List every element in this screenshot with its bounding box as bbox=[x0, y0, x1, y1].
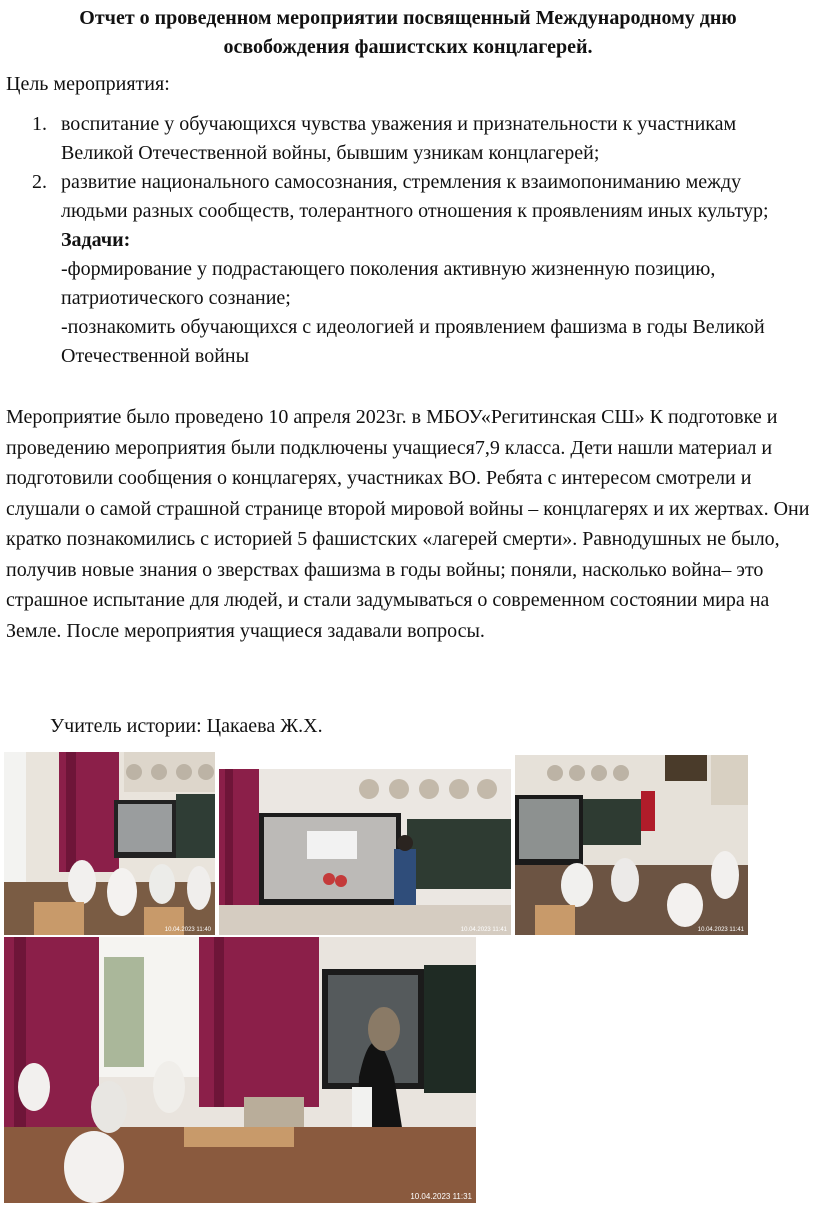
event-photo-1 bbox=[4, 752, 215, 935]
photo-timestamp: 10.04.2023 11:41 bbox=[697, 927, 744, 933]
teacher-signature: Учитель истории: Цакаева Ж.Х. bbox=[50, 715, 323, 737]
event-photo-4 bbox=[4, 937, 476, 1203]
aims-list bbox=[0, 110, 800, 371]
presentation-photo-image bbox=[219, 769, 511, 935]
title-line-2: освобождения фашистских концлагерей. bbox=[223, 36, 593, 58]
document-title bbox=[0, 4, 816, 62]
aim-label: Цель мероприятия: bbox=[6, 73, 170, 95]
task-item: -познакомить обучающихся с идеологией и проявлением фашизма в годы Великой Отечественной войны bbox=[61, 316, 765, 367]
photo-timestamp: 10.04.2023 11:40 bbox=[164, 927, 211, 933]
task-item: -формирование у подрастающего поколения активную жизненную позицию, патриотического сознание; bbox=[61, 258, 716, 309]
aim-item bbox=[0, 110, 800, 168]
tasks-label: Задачи: bbox=[61, 229, 131, 251]
classroom-photo-image bbox=[4, 752, 215, 935]
event-photo-3 bbox=[515, 755, 748, 935]
report-paragraph: Мероприятие было проведено 10 апреля 2023г. в МБОУ«Регитинская СШ» К подготовке и проведению мероприятия были подключены учащиеся7,9 класса. Дети нашли материал и подготовили сообщения о концлагерях, участниках ВО. Ребята с интересом смотрели и слушали о самой страшной странице второй мировой войны – концлагерях и их жертвах. Они кратко познакомились с историей 5 фашистских «лагерей смерти». Равнодушных не было, получив новые знания о зверствах фашизма в годы войны; поняли, насколько война– это страшное испытание для людей, и стали задумываться о современном состоянии мира на Земле. После мероприятия учащиеся задавали вопросы. bbox=[6, 406, 810, 642]
teacher-photo-image bbox=[4, 937, 476, 1203]
aim-text: развитие национального самосознания, стремления к взаимопониманию между людьми разных сообществ, толерантного отношения к проявлениям иных культур; bbox=[61, 171, 769, 222]
aim-item bbox=[0, 168, 800, 226]
students-photo-image bbox=[515, 755, 748, 935]
aim-text: воспитание у обучающихся чувства уважения и признательности к участникам Великой Отечественной войны, бывшим узникам концлагерей; bbox=[61, 113, 737, 164]
aim-number: 2. bbox=[32, 171, 47, 193]
event-photo-2 bbox=[219, 769, 511, 935]
photo-timestamp: 10.04.2023 11:41 bbox=[460, 927, 507, 933]
photo-timestamp: 10.04.2023 11:31 bbox=[410, 1192, 472, 1201]
title-line-1: Отчет о проведенном мероприятии посвященный Международному дню bbox=[79, 7, 737, 29]
aim-number: 1. bbox=[32, 113, 47, 135]
